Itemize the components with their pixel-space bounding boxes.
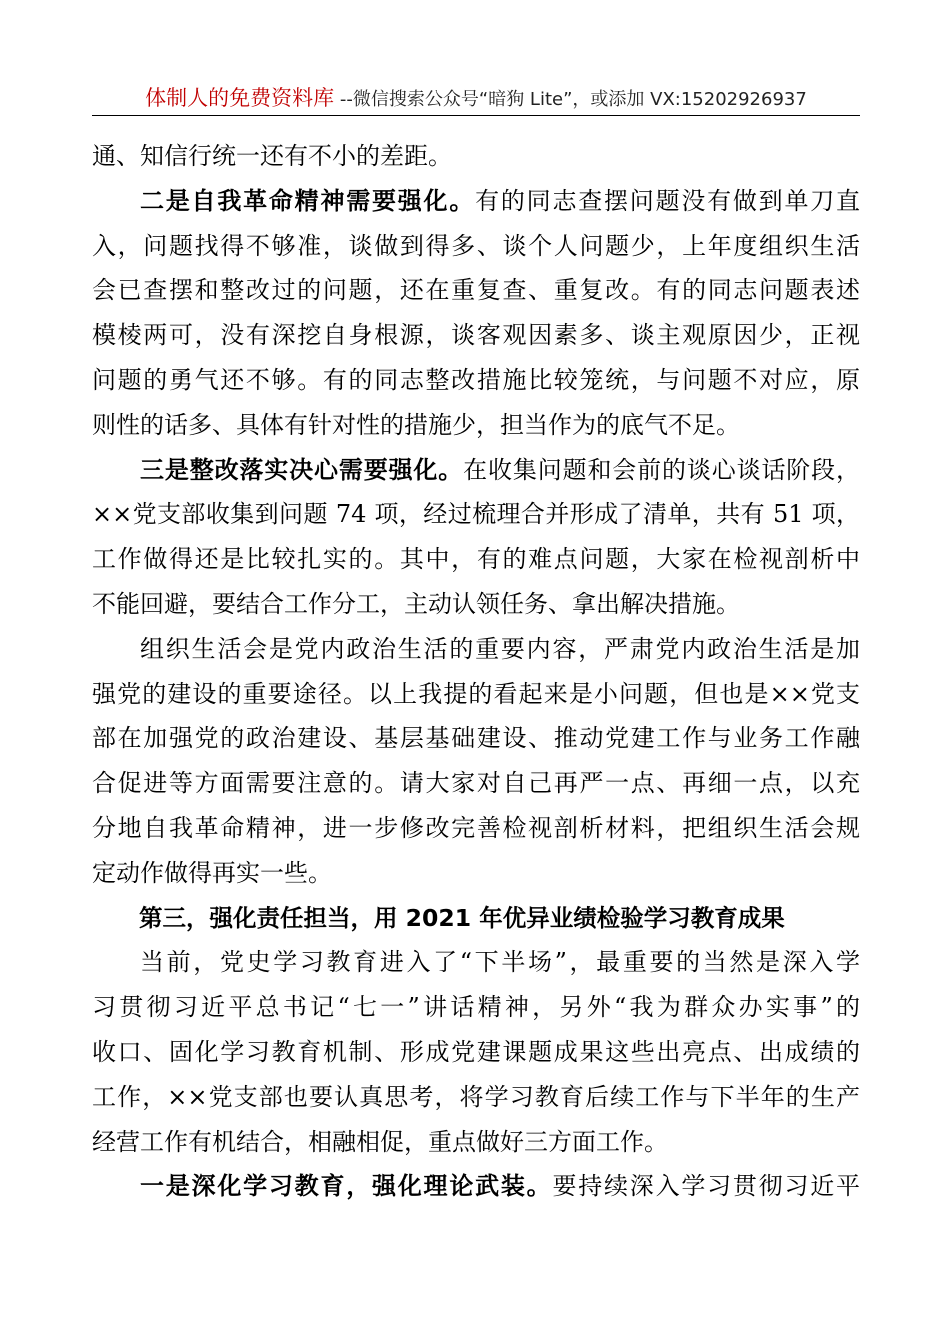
paragraph-lead: 二是自我革命精神需要强化。 (140, 186, 476, 215)
text-line: 不能回避，要结合工作分工，主动认领任务、拿出解决措施。 (92, 589, 740, 618)
paragraph (92, 1164, 860, 1209)
paragraph (92, 179, 860, 448)
text-line: 强党的建设的重要途径。以上我提的看起来是小问题，但也是××党支 (92, 679, 860, 708)
paragraph (92, 134, 860, 179)
text-line: 合促进等方面需要注意的。请大家对自己再严一点、再细一点，以充 (92, 769, 860, 798)
text-line: 定动作做得再实一些。 (92, 858, 332, 887)
text-line: 经营工作有机结合，相融相促，重点做好三方面工作。 (92, 1127, 668, 1156)
paragraph (92, 627, 860, 896)
paragraph (92, 940, 860, 1164)
text-line: 当前，党史学习教育进入了“下半场”，最重要的当然是深入学 (140, 948, 860, 977)
text-line: 工作，××党支部也要认真思考，将学习教育后续工作与下半年的生产 (92, 1082, 860, 1111)
paragraph-lead: 三是整改落实决心需要强化。 (140, 455, 464, 484)
paragraph (92, 448, 860, 627)
text-line: 工作做得还是比较扎实的。其中，有的难点问题，大家在检视剖析中 (92, 545, 860, 574)
text-line: 会已查摆和整改过的问题，还在重复查、重复改。有的同志问题表述 (92, 276, 860, 305)
text-line: 分地自我革命精神，进一步修改完善检视剖析材料，把组织生活会规 (92, 813, 860, 842)
header-contact: --微信搜索公众号“暗狗 Lite”，或添加 VX:15202926937 (334, 89, 807, 110)
text-line: ××党支部收集到问题 74 项，经过梳理合并形成了清单，共有 51 项， (92, 500, 860, 529)
header-brand: 体制人的免费资料库 (145, 86, 335, 110)
text-line: 收口、固化学习教育机制、形成党建课题成果这些出亮点、出成绩的 (92, 1037, 860, 1066)
text-line: 模棱两可，没有深挖自身根源，谈客观因素多、谈主观原因少，正视 (92, 321, 860, 350)
section-heading: 第三，强化责任担当，用 2021 年优异业绩检验学习教育成果 (139, 903, 785, 932)
text-line: 组织生活会是党内政治生活的重要内容，严肃党内政治生活是加 (140, 634, 860, 663)
page-header (92, 82, 860, 114)
text-line: 三是整改落实决心需要强化。在收集问题和会前的谈心谈话阶段， (140, 455, 861, 484)
text-line: 入，问题找得不够准，谈做到得多、谈个人问题少，上年度组织生活 (92, 231, 860, 260)
text-line: 则性的话多、具体有针对性的措施少，担当作为的底气不足。 (92, 410, 740, 439)
text-line: 问题的勇气还不够。有的同志整改措施比较笼统，与问题不对应，原 (92, 365, 860, 394)
text-line: 习贯彻习近平总书记“七一”讲话精神，另外“我为群众办实事”的 (92, 993, 860, 1022)
text-line: 通、知信行统一还有不小的差距。 (92, 142, 452, 170)
text-line: 一是深化学习教育，强化理论武装。要持续深入学习贯彻习近平 (140, 1172, 861, 1201)
paragraph-lead: 一是深化学习教育，强化理论武装。 (140, 1172, 553, 1201)
text-line: 二是自我革命精神需要强化。有的同志查摆问题没有做到单刀直 (140, 186, 861, 215)
document-body (92, 134, 860, 1209)
text-line: 部在加强党的政治建设、基层基础建设、推动党建工作与业务工作融 (92, 724, 860, 753)
header-divider (92, 115, 860, 116)
